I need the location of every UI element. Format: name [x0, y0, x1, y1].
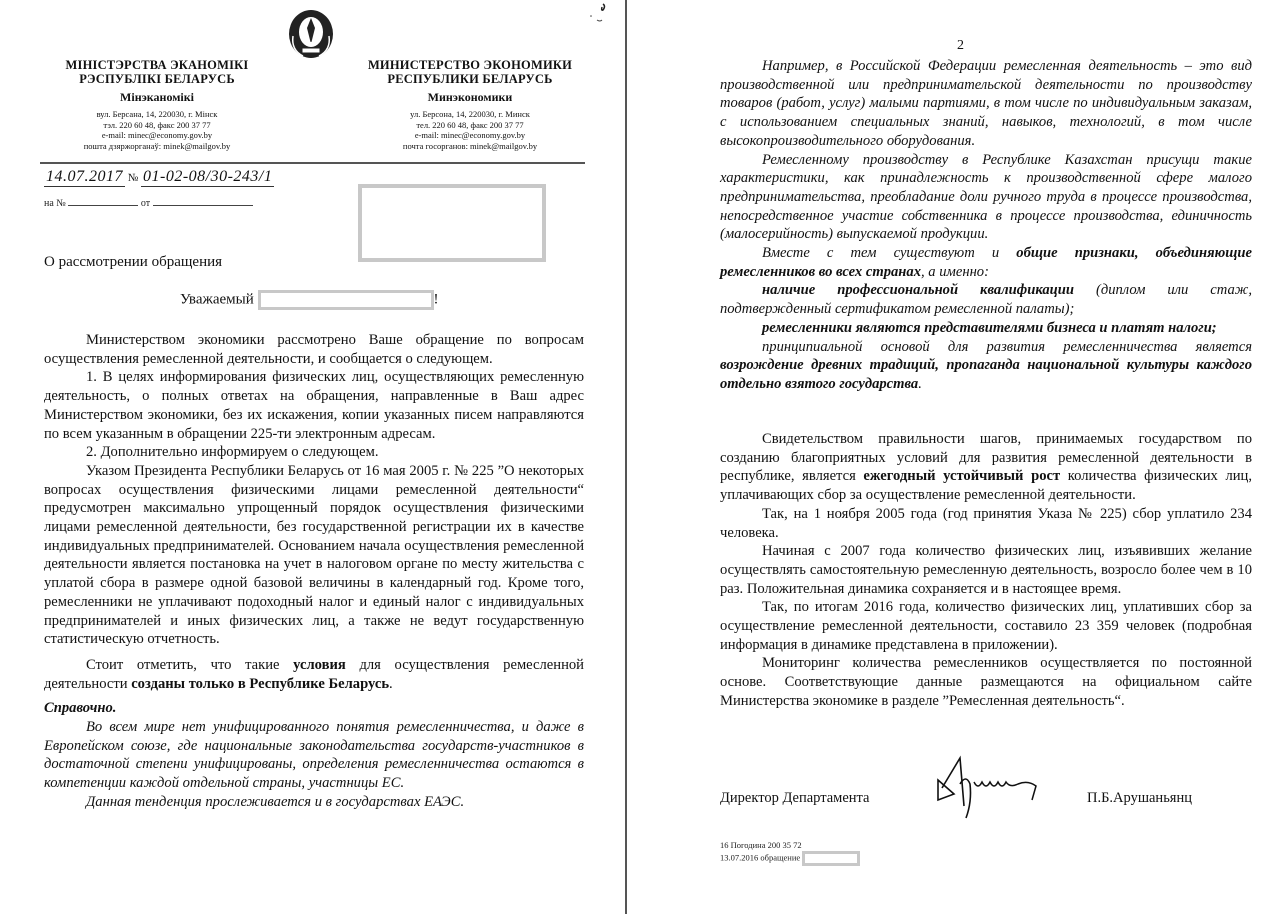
email-line: e-mail: minec@economy.gov.by [414, 130, 526, 140]
page2-body-examples [720, 57, 1252, 394]
paragraph: Данная тенденция прослеживается и в государствах ЕАЭС. [86, 793, 465, 810]
paragraph: 1. В целях информирования физических лиц, осуществляющих ремесленную деятельность, о полных ответах на обращения, направленные в Ваш адрес Министерством экономики, без их искажения, копии указанных писем направляются по всем указанным в обращении 225-ти электронным адресам. [44, 369, 584, 442]
phone-line: тэл. 220 60 48, факс 200 37 77 [103, 119, 211, 130]
paragraph: Так, по итогам 2016 года, количество физических лиц, уплативших сбор за осуществление ремесленной деятельности, составило 23 359 человек (подробная информация в динамике представлена в приложении). [720, 599, 1252, 653]
reference-from-label: от [140, 198, 151, 209]
redacted-appeal-number [802, 851, 860, 866]
handwritten-signature-icon [930, 750, 1050, 825]
outgoing-date: 14.07.2017 [46, 168, 123, 185]
paragraph: 2. Дополнительно информируем о следующем. [86, 444, 379, 461]
ministry-name-line2: РЕСПУБЛИКИ БЕЛАРУСЬ [387, 72, 553, 86]
executor-contact: 16 Погодина 200 35 72 [720, 840, 802, 850]
page-number: 2 [957, 38, 964, 53]
letter-subject: О рассмотрении обращения [44, 254, 223, 270]
email-line: e-mail: minec@economy.gov.by [101, 130, 213, 140]
ministry-short-name: Минэкономики [427, 90, 513, 104]
signatory-title: Директор Департамента [720, 790, 870, 806]
ministry-name-line1: МИНИСТЕРСТВО ЭКОНОМИКИ [367, 58, 573, 72]
outgoing-number: 01-02-08/30-243/1 [143, 168, 273, 185]
reference-number-blank [68, 205, 138, 206]
paragraph: Так, на 1 ноября 2005 года (год принятия Указа № 225) сбор уплатило 234 человека. [720, 505, 1252, 541]
ministry-short-name: Мінэканомікі [120, 90, 194, 104]
signatory-name: П.Б.Арушаньянц [1087, 790, 1192, 806]
reference-heading: Справочно. [44, 700, 117, 717]
paragraph: Вместе с тем существуют и общие признаки, объединяющие ремесленников во всех странах, а именно: [720, 245, 1252, 280]
list-item: наличие профессиональной квалификации (диплом или стаж, подтвержденный сертификатом ремесленной палаты); [720, 282, 1252, 318]
paragraph: Министерством экономики рассмотрено Ваше обращение по вопросам осуществления ремесленной деятельности, и сообщается о следующем. [44, 332, 584, 367]
handwritten-mark-icon [585, 2, 611, 24]
page2-body-statistics [720, 430, 1252, 711]
paragraph: Стоит отметить, что такие условия для осуществления ремесленной деятельности созданы только в Республике Беларусь. [44, 656, 584, 692]
redacted-addressee [358, 184, 546, 262]
letterhead-divider [40, 162, 585, 164]
gov-mail-line: почта госорганов: minek@mailgov.by [402, 140, 538, 151]
phone-line: тел. 220 60 48, факс 200 37 77 [416, 119, 524, 130]
letter-page-1 [0, 0, 625, 914]
gov-mail-line: пошта дзяржорганаў: minek@mailgov.by [83, 140, 231, 151]
paragraph: Ремесленному производству в Республике Казахстан присущи такие характеристики, как принадлежность к производственной сфере малого предпринимательства, преобладание доли ручного труда в процессе производства, непосредственное участие собственника в процессе производства, единичность (малосерийность) выпускаемой продукции. [720, 151, 1252, 243]
address-line: вул. Берсана, 14, 220030, г. Мінск [96, 109, 218, 119]
page1-body [44, 331, 584, 812]
reference-number-label: на № [44, 198, 66, 209]
paragraph: Во всем мире нет унифицированного понятия ремесленничества, и даже в Европейском союзе, где национальные законодательства государств-участников в достаточной степени унифицированы, определения ремесленничества остаются в компетенции каждой отдельной страны, участницы ЕС. [44, 719, 584, 792]
reference-line [44, 198, 253, 209]
greeting-text: Уважаемый [180, 291, 254, 308]
registration-line [44, 168, 274, 187]
number-label: № [127, 172, 139, 184]
ministry-name-line1: МІНІСТЭРСТВА ЭКАНОМІКІ [65, 58, 249, 72]
paragraph: Мониторинг количества ремесленников осуществляется по постоянной основе. Соответствующие данные размещаются на официальном сайте Министерства экономике в разделе ”Ремесленная деятельность“. [720, 655, 1252, 709]
paragraph: Свидетельством правильности шагов, принимаемых государством по созданию благоприятных условий для развития ремесленной деятельности в республике, является ежегодный устойчивый рост количества физических лиц, уплачивающих сбор за осуществление ремесленной деятельности. [720, 431, 1253, 504]
letterhead-belarusian [32, 58, 282, 151]
address-line: ул. Берсона, 14, 220030, г. Минск [410, 109, 530, 119]
paragraph: Например, в Российской Федерации ремесленная деятельность – это вид производственной или предпринимательской деятельности по производству товаров (работ, услуг) малыми партиями, в том числе по индивидуальным заказам, с использованием специальных знаний, навыков, технологий, в том числе высокопроизводительного оборудования. [720, 58, 1252, 149]
redacted-name [258, 290, 434, 310]
paragraph: Начиная с 2007 года количество физических лиц, изъявивших желание осуществлять самостоятельную ремесленную деятельность, возросло более чем в 10 раз. Положительная динамика сохраняется и в настоящее время. [720, 543, 1252, 597]
greeting-end: ! [433, 291, 439, 308]
paragraph: Указом Президента Республики Беларусь от 16 мая 2005 г. № 225 ”О некоторых вопросах осуществления физическими лицами ремесленной деятельности“ предусмотрен максимально упрощенный порядок осуществления физическими лицами ремесленной деятельности, без государственной регистрации их в качестве индивидуальных предпринимателей. Основанием начала осуществления ремесленной деятельности является постановка на учет в налоговом органе по месту жительства с уплатой сбора в размере одной базовой величины в календарный год. Кроме того, ремесленники не уплачивают подоходный налог и единый налог с индивидуальных предпринимателей и иных физических лиц, а также не ведут государственную статистическую отчетность. [44, 462, 584, 648]
letterhead-russian [345, 58, 595, 151]
greeting [180, 290, 439, 310]
appeal-reference: 13.07.2016 обращение [720, 851, 860, 866]
list-item: принципиальной основой для развития ремесленничества является возрождение древних традиций, пропаганда национальной культуры каждого отдельно взятого государства. [720, 338, 1252, 392]
reference-date-blank [153, 205, 253, 206]
executor-note [720, 840, 860, 866]
ministry-name-line2: РЭСПУБЛІКІ БЕЛАРУСЬ [79, 72, 235, 86]
list-item: ремесленники являются представителями бизнеса и платят налоги; [762, 319, 1217, 336]
state-emblem-icon [287, 6, 335, 60]
